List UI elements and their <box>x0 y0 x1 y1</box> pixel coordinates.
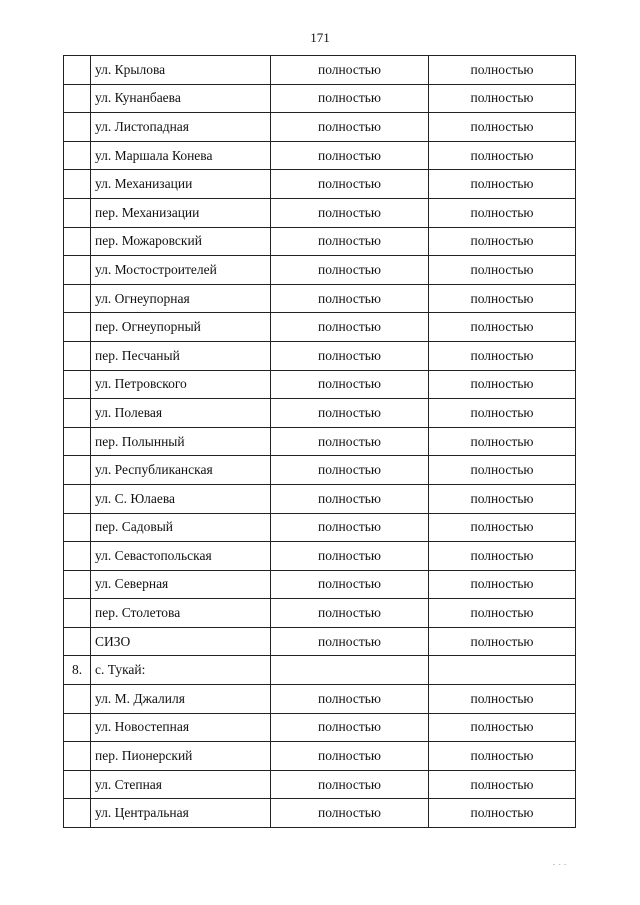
street-name: пер. Огнеупорный <box>91 313 271 342</box>
coverage-value-1: полностью <box>271 456 429 485</box>
table-row <box>64 170 576 199</box>
table-row <box>64 713 576 742</box>
coverage-value-1: полностью <box>271 170 429 199</box>
coverage-value-1: полностью <box>271 713 429 742</box>
coverage-value-1 <box>271 656 429 685</box>
row-number <box>64 484 91 513</box>
coverage-value-2: полностью <box>429 256 576 285</box>
row-number <box>64 742 91 771</box>
table-row <box>64 770 576 799</box>
street-name: пер. Механизации <box>91 198 271 227</box>
streets-table <box>63 55 576 828</box>
row-number <box>64 341 91 370</box>
row-number <box>64 84 91 113</box>
row-number <box>64 427 91 456</box>
coverage-value-2: полностью <box>429 685 576 714</box>
row-number <box>64 313 91 342</box>
street-name: ул. Севастопольская <box>91 542 271 571</box>
coverage-value-2: полностью <box>429 370 576 399</box>
table-row <box>64 542 576 571</box>
street-name: ул. Кунанбаева <box>91 84 271 113</box>
row-number <box>64 799 91 828</box>
street-name: пер. Полынный <box>91 427 271 456</box>
table-row <box>64 685 576 714</box>
coverage-value-1: полностью <box>271 599 429 628</box>
section-row <box>64 656 576 685</box>
coverage-value-2: полностью <box>429 427 576 456</box>
coverage-value-2: полностью <box>429 113 576 142</box>
corner-mark: - - - <box>553 862 567 868</box>
coverage-value-1: полностью <box>271 742 429 771</box>
coverage-value-2: полностью <box>429 513 576 542</box>
street-name: пер. Можаровский <box>91 227 271 256</box>
row-number <box>64 456 91 485</box>
coverage-value-1: полностью <box>271 113 429 142</box>
row-number: 8. <box>64 656 91 685</box>
street-name: ул. Степная <box>91 770 271 799</box>
coverage-value-2: полностью <box>429 570 576 599</box>
table-row <box>64 56 576 85</box>
coverage-value-2: полностью <box>429 141 576 170</box>
row-number <box>64 170 91 199</box>
table-row <box>64 284 576 313</box>
coverage-value-1: полностью <box>271 399 429 428</box>
coverage-value-1: полностью <box>271 570 429 599</box>
streets-table-body <box>64 56 576 828</box>
street-name: ул. М. Джалиля <box>91 685 271 714</box>
coverage-value-1: полностью <box>271 799 429 828</box>
coverage-value-2: полностью <box>429 599 576 628</box>
table-row <box>64 427 576 456</box>
row-number <box>64 627 91 656</box>
table-row <box>64 456 576 485</box>
row-number <box>64 685 91 714</box>
row-number <box>64 513 91 542</box>
row-number <box>64 599 91 628</box>
table-row <box>64 256 576 285</box>
street-name: ул. Листопадная <box>91 113 271 142</box>
table-row <box>64 799 576 828</box>
street-name: ул. Новостепная <box>91 713 271 742</box>
coverage-value-1: полностью <box>271 56 429 85</box>
street-name: ул. Северная <box>91 570 271 599</box>
coverage-value-2: полностью <box>429 484 576 513</box>
row-number <box>64 113 91 142</box>
street-name: ул. Центральная <box>91 799 271 828</box>
row-number <box>64 570 91 599</box>
coverage-value-1: полностью <box>271 484 429 513</box>
coverage-value-2: полностью <box>429 627 576 656</box>
table-row <box>64 227 576 256</box>
row-number <box>64 770 91 799</box>
coverage-value-2: полностью <box>429 284 576 313</box>
coverage-value-2: полностью <box>429 542 576 571</box>
street-name: пер. Столетова <box>91 599 271 628</box>
coverage-value-1: полностью <box>271 542 429 571</box>
table-row <box>64 141 576 170</box>
table-row <box>64 570 576 599</box>
street-name: пер. Пионерский <box>91 742 271 771</box>
street-name: с. Тукай: <box>91 656 271 685</box>
coverage-value-1: полностью <box>271 427 429 456</box>
street-name: ул. Механизации <box>91 170 271 199</box>
coverage-value-1: полностью <box>271 198 429 227</box>
row-number <box>64 227 91 256</box>
coverage-value-1: полностью <box>271 141 429 170</box>
table-row <box>64 627 576 656</box>
table-row <box>64 742 576 771</box>
street-name: ул. Петровского <box>91 370 271 399</box>
coverage-value-2: полностью <box>429 198 576 227</box>
table-row <box>64 113 576 142</box>
coverage-value-1: полностью <box>271 284 429 313</box>
table-row <box>64 484 576 513</box>
street-name: ул. Крылова <box>91 56 271 85</box>
coverage-value-2: полностью <box>429 313 576 342</box>
coverage-value-1: полностью <box>271 84 429 113</box>
table-row <box>64 399 576 428</box>
row-number <box>64 542 91 571</box>
coverage-value-2: полностью <box>429 799 576 828</box>
row-number <box>64 256 91 285</box>
row-number <box>64 713 91 742</box>
coverage-value-2: полностью <box>429 84 576 113</box>
coverage-value-2: полностью <box>429 227 576 256</box>
coverage-value-1: полностью <box>271 256 429 285</box>
street-name: СИЗО <box>91 627 271 656</box>
coverage-value-1: полностью <box>271 685 429 714</box>
coverage-value-1: полностью <box>271 513 429 542</box>
coverage-value-1: полностью <box>271 370 429 399</box>
coverage-value-1: полностью <box>271 770 429 799</box>
table-row <box>64 84 576 113</box>
page-number: 171 <box>310 30 330 45</box>
coverage-value-1: полностью <box>271 227 429 256</box>
street-name: ул. Мостостроителей <box>91 256 271 285</box>
coverage-value-2 <box>429 656 576 685</box>
coverage-value-1: полностью <box>271 627 429 656</box>
street-name: пер. Песчаный <box>91 341 271 370</box>
row-number <box>64 399 91 428</box>
row-number <box>64 284 91 313</box>
street-name: ул. Полевая <box>91 399 271 428</box>
row-number <box>64 198 91 227</box>
row-number <box>64 56 91 85</box>
table-row <box>64 313 576 342</box>
coverage-value-2: полностью <box>429 56 576 85</box>
table-row <box>64 198 576 227</box>
table-row <box>64 341 576 370</box>
street-name: ул. Республиканская <box>91 456 271 485</box>
coverage-value-2: полностью <box>429 170 576 199</box>
coverage-value-1: полностью <box>271 341 429 370</box>
table-row <box>64 513 576 542</box>
row-number <box>64 370 91 399</box>
coverage-value-2: полностью <box>429 742 576 771</box>
coverage-value-2: полностью <box>429 456 576 485</box>
table-row <box>64 370 576 399</box>
coverage-value-2: полностью <box>429 713 576 742</box>
table-row <box>64 599 576 628</box>
street-name: ул. Огнеупорная <box>91 284 271 313</box>
coverage-value-2: полностью <box>429 399 576 428</box>
street-name: пер. Садовый <box>91 513 271 542</box>
street-name: ул. С. Юлаева <box>91 484 271 513</box>
row-number <box>64 141 91 170</box>
street-name: ул. Маршала Конева <box>91 141 271 170</box>
coverage-value-2: полностью <box>429 770 576 799</box>
coverage-value-2: полностью <box>429 341 576 370</box>
coverage-value-1: полностью <box>271 313 429 342</box>
